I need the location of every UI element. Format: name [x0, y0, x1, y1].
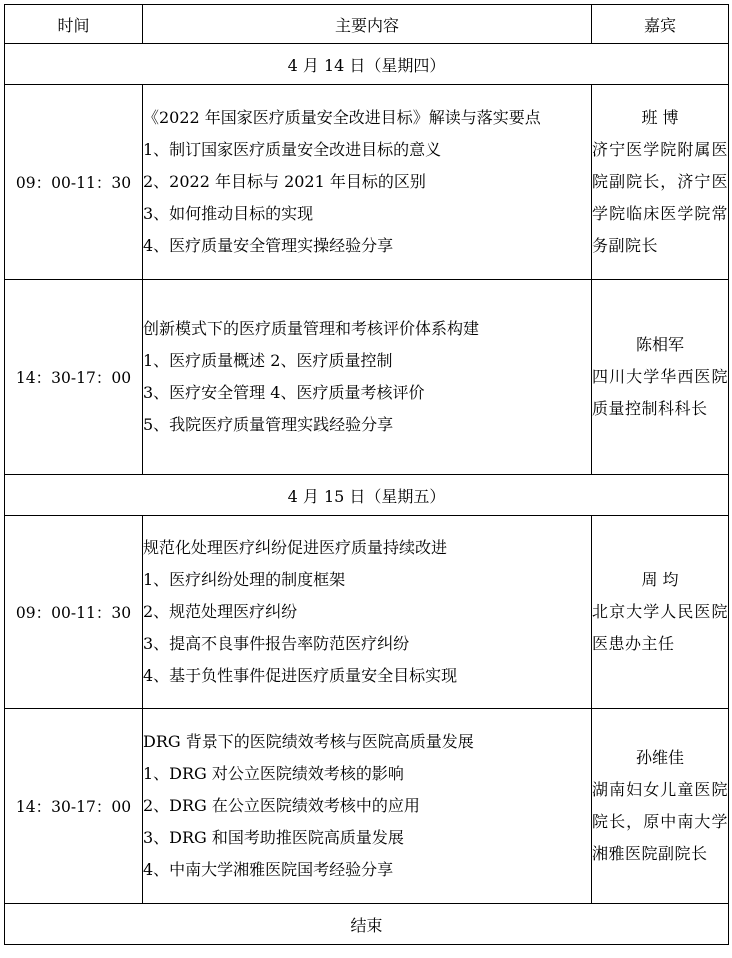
agenda-item: 3、DRG 和国考助推医院高质量发展: [143, 828, 404, 847]
agenda-item: 3、提高不良事件报告率防范医疗纠纷: [143, 634, 410, 653]
agenda-item: 4、基于负性事件促进医疗质量安全目标实现: [143, 666, 458, 685]
guest-name: 班 博: [641, 108, 679, 127]
agenda-item: 4、中南大学湘雅医院国考经验分享: [143, 860, 394, 879]
session-time: 14：30-17：00: [5, 709, 143, 904]
schedule-table: [4, 4, 729, 945]
guest-title: 湖南妇女儿童医院院长，原中南大学湘雅医院副院长: [592, 780, 728, 863]
header-content: 主要内容: [143, 5, 592, 44]
agenda-item: 3、医疗安全管理 4、医疗质量考核评价: [143, 383, 425, 402]
session-content: [143, 280, 592, 475]
session-guest: [592, 516, 729, 709]
agenda-item: 3、如何推动目标的实现: [143, 204, 314, 223]
session-content: [143, 516, 592, 709]
date-row: [5, 475, 729, 516]
date-label: 4 月 15 日（星期五）: [5, 475, 729, 516]
agenda-item: 1、制订国家医疗质量安全改进目标的意义: [143, 140, 442, 159]
session-row: [5, 280, 729, 475]
header-time: 时间: [5, 5, 143, 44]
session-row: [5, 709, 729, 904]
agenda-item: 2、规范处理医疗纠纷: [143, 602, 298, 621]
session-time: 09：00-11：30: [5, 85, 143, 280]
session-guest: [592, 85, 729, 280]
session-time: 09：00-11：30: [5, 516, 143, 709]
session-content: [143, 85, 592, 280]
table-header-row: [5, 5, 729, 44]
session-guest: [592, 709, 729, 904]
date-row: [5, 44, 729, 85]
header-guest: 嘉宾: [592, 5, 729, 44]
agenda-item: 2、2022 年目标与 2021 年目标的区别: [143, 172, 426, 191]
end-row: [5, 904, 729, 945]
session-title: DRG 背景下的医院绩效考核与医院高质量发展: [143, 732, 474, 751]
agenda-item: 2、DRG 在公立医院绩效考核中的应用: [143, 796, 420, 815]
guest-name: 陈相军: [635, 335, 684, 354]
session-guest: [592, 280, 729, 475]
agenda-item: 1、DRG 对公立医院绩效考核的影响: [143, 764, 404, 783]
session-title: 《2022 年国家医疗质量安全改进目标》解读与落实要点: [143, 108, 541, 127]
session-row: [5, 85, 729, 280]
guest-title: 四川大学华西医院质量控制科科长: [592, 367, 728, 418]
session-time: 14：30-17：00: [5, 280, 143, 475]
session-content: [143, 709, 592, 904]
session-title: 创新模式下的医疗质量管理和考核评价体系构建: [143, 319, 480, 338]
guest-name: 孙维佳: [635, 748, 684, 767]
agenda-item: 4、医疗质量安全管理实操经验分享: [143, 236, 394, 255]
end-label: 结束: [5, 904, 729, 945]
agenda-item: 5、我院医疗质量管理实践经验分享: [143, 415, 394, 434]
date-label: 4 月 14 日（星期四）: [5, 44, 729, 85]
guest-title: 济宁医学院附属医院副院长，济宁医学院临床医学院常务副院长: [592, 140, 728, 255]
agenda-item: 1、医疗纠纷处理的制度框架: [143, 570, 346, 589]
agenda-item: 1、医疗质量概述 2、医疗质量控制: [143, 351, 393, 370]
session-row: [5, 516, 729, 709]
session-title: 规范化处理医疗纠纷促进医疗质量持续改进: [143, 538, 448, 557]
guest-name: 周 均: [641, 570, 679, 589]
guest-title: 北京大学人民医院医患办主任: [592, 602, 728, 653]
